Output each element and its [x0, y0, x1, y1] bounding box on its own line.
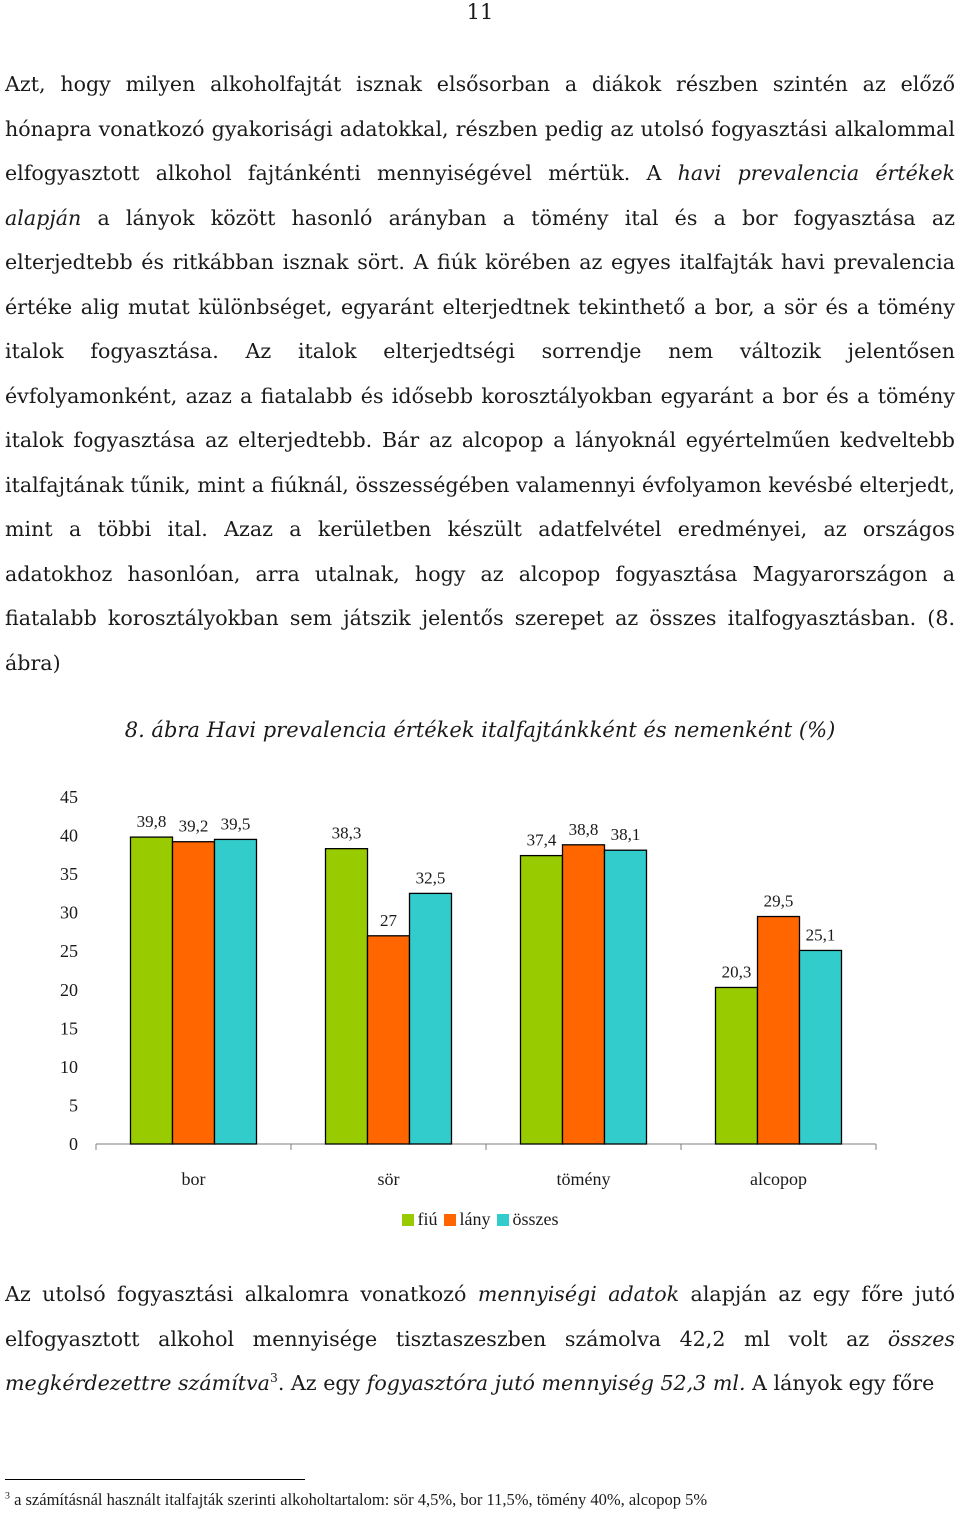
paragraph1-run-1: havi prevalencia értékek alapján [5, 161, 955, 230]
paragraph2-run-4: 3 [269, 1371, 278, 1386]
y-tick-label: 35 [60, 864, 78, 885]
page-number: 11 [466, 0, 494, 24]
paragraph2-run-6: fogyasztóra jutó mennyiség 52,3 ml. [366, 1371, 746, 1395]
legend-item-fiú [402, 1205, 438, 1233]
paragraph2-run-2: alapján az egy főre jutó elfogyasztott alkohol mennyisége tisztaszeszben számolva 42,2 ml volt az [5, 1282, 955, 1351]
footnote-marker: 3 [5, 1490, 10, 1502]
legend-label: lány [459, 1209, 491, 1229]
paragraph2-run-5: . Az egy [277, 1371, 367, 1395]
data-label-összes-alcopop: 25,1 [805, 925, 836, 945]
paragraph1-run-2: a lányok között hasonló arányban a tömény ital és a bor fogyasztása az elterjedtebb és ritkábban isznak sört. A fiúk körében az egyes italfajták havi prevalencia értéke alig mutat különbséget, egyaránt elterjedtnek tekinthető a bor, a sör és a tömény italok fogyasztása. Az italok elterjedtségi sorrendje nem változik jelentősen évfolyamonként, azaz a fiatalabb és idősebb korosztályokban egyaránt a bor és a tömény italok fogyasztása az elterjedtebb. Bár az alcopop a lányoknál egyértelműen kedveltebb italfajtának tűnik, mint a fiúknál, összességében valamennyi évfolyamon kevésbé elterjedt, mint a többi ital. Azaz a kerületben készült adatfelvétel eredményei, az országos adatokhoz hasonlóan, arra utalnak, hogy az alcopop fogyasztása Magyarországon a fiatalabb korosztályokban sem játszik jelentős szerepet az összes italfogyasztásban. (8. ábra) [5, 205, 955, 675]
body-paragraph-1 [5, 62, 955, 685]
paragraph2-run-1: mennyiségi adatok [477, 1282, 680, 1306]
legend-swatch [497, 1214, 509, 1226]
bar-összes-bor [215, 839, 257, 1144]
data-label-fiú-bor: 39,8 [136, 812, 167, 832]
legend-swatch [444, 1214, 456, 1226]
y-tick-label: 20 [60, 979, 78, 1000]
x-category-label: tömény [556, 1169, 611, 1189]
bar-chart [0, 770, 960, 1200]
paragraph2-run-0: Az utolsó fogyasztási alkalomra vonatkozó [5, 1282, 478, 1306]
bar-összes-tömény [605, 850, 647, 1144]
y-tick-label: 5 [69, 1095, 78, 1116]
footnote-rule [5, 1479, 305, 1480]
footnote [5, 1489, 955, 1511]
data-label-lány-bor: 39,2 [178, 816, 209, 836]
y-tick-label: 45 [60, 787, 78, 807]
y-tick-label: 0 [69, 1134, 78, 1154]
legend-item-lány [444, 1205, 491, 1233]
y-tick-label: 40 [60, 825, 78, 846]
body-paragraph-2 [5, 1272, 955, 1406]
y-tick-label: 10 [60, 1056, 78, 1077]
legend-swatch [402, 1214, 414, 1226]
data-label-lány-tömény: 38,8 [568, 819, 599, 839]
bar-fiú-sör [326, 849, 368, 1144]
paragraph2-run-7: A lányok egy főre [745, 1371, 935, 1395]
figure-caption: 8. ábra Havi prevalencia értékek italfajtánkként és nemenként (%) [124, 718, 836, 742]
bar-összes-alcopop [800, 950, 842, 1144]
legend-label: összes [512, 1209, 559, 1229]
x-category-label: bor [181, 1169, 206, 1189]
y-tick-label: 15 [60, 1018, 78, 1039]
footnote-text: a számításnál használt italfajták szerinti alkoholtartalom: sör 4,5%, bor 11,5%, tömény 40%, alcopop 5% [9, 1490, 708, 1509]
data-label-fiú-tömény: 37,4 [526, 830, 557, 850]
data-label-fiú-sör: 38,3 [331, 823, 362, 843]
data-label-összes-tömény: 38,1 [610, 825, 641, 845]
data-label-fiú-alcopop: 20,3 [721, 962, 752, 982]
data-label-összes-bor: 39,5 [220, 814, 251, 834]
chart-legend [0, 1205, 960, 1233]
y-tick-label: 25 [60, 941, 78, 962]
bar-fiú-tömény [521, 856, 563, 1144]
x-category-label: sör [377, 1169, 400, 1189]
data-label-összes-sör: 32,5 [415, 868, 446, 888]
paragraph1-run-0: Azt, hogy milyen alkoholfajtát isznak elsősorban a diákok részben szintén az előző hónapra vonatkozó gyakorisági adatokkal, részben pedig az utolsó fogyasztási alkalommal elfogyasztott alkohol fajtánkénti mennyiségével mértük. A [5, 72, 955, 185]
legend-label: fiú [417, 1209, 438, 1229]
bar-lány-alcopop [758, 917, 800, 1144]
data-label-lány-alcopop: 29,5 [763, 891, 794, 911]
data-label-lány-sör: 27 [380, 910, 397, 930]
y-tick-label: 30 [60, 902, 78, 923]
x-category-label: alcopop [750, 1169, 807, 1189]
bar-fiú-bor [131, 837, 173, 1144]
paragraph2-run-3: összes megkérdezettre számítva [5, 1326, 955, 1395]
bar-fiú-alcopop [716, 987, 758, 1144]
bar-összes-sör [410, 893, 452, 1144]
bar-lány-sör [368, 936, 410, 1144]
bar-lány-tömény [563, 845, 605, 1144]
bar-lány-bor [173, 842, 215, 1144]
legend-item-összes [497, 1205, 559, 1233]
